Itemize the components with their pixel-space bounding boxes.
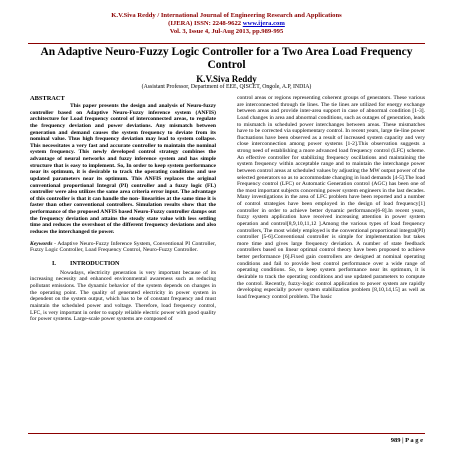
section-title: INTRODUCTION: [70, 259, 120, 267]
journal-url-link[interactable]: www.ijera.com: [242, 20, 285, 27]
paper-title: An Adaptive Neuro-Fuzzy Logic Controller for a Two Area Load Frequency Control: [40, 46, 413, 71]
keywords-text: - Adaptive Neuro-Fuzzy Inference System, Conventional PI Controller, Fuzzy Logic Controller, Load Frequency Control, Neuro-Fuzzy Controller.: [30, 240, 216, 254]
abstract-heading: ABSTRACT: [30, 95, 65, 102]
journal-issn: (IJERA) ISSN: 2248-9622: [168, 20, 243, 27]
keywords-paragraph: [30, 241, 216, 254]
author-affiliation: (Assistant Professor, Department of EEE, QISCET, Ongole, A.P, INDIA): [141, 84, 312, 90]
footer-divider: [28, 433, 425, 434]
journal-name: K.V.Siva Reddy / International Journal of Engineering Research and Applications: [111, 12, 342, 19]
journal-header: [0, 12, 453, 36]
paper-author: K.V.Siva Reddy: [196, 74, 257, 84]
journal-volume: Vol. 3, Issue 4, Jul-Aug 2013, pp.989-995: [169, 28, 284, 35]
introduction-continued: control areas or regions representing coherent groups of generators. These various are interconnected through tie lines. The tie lines are utilized for energy exchange between areas and provide inter-area support in case of abnormal condition [1-3]. Load changes in area and abnormal conditions, such as outages of generation, leads to mismatch in scheduled power interchanges between areas. These mismatches have to be corrected via supplementary control. In recent years, large tie-line power fluctuations have been observed as a result of increased system capacity and very close interconnection among power systems [1-2].This observation suggests a strong need of establishing a more advanced load frequency control (LFC) scheme. An effective controller for stabilizing frequency oscillations and maintaining the system frequency within acceptable range and to maintain the interchange power between control areas at scheduled values by adjusting the MW output power of the selected generators so as to accommodate changing in load demands [4-5].The load Frequency control (LFC) or Automatic Generation control (AGC) has been one of the most important subjects concerning power system engineers in the last decades. Many investigations in the area of LFC problem have been reported and a number of control strategies have been employed in the design of load frequency[1] controller in order to achieve better dynamic performance[6-8].In recent years, fuzzy system application have received increasing attention in power system operation and control[8,9,10,11,12 ].Among the various types of load frequency controllers, The most widely employed is the conventional proportional integral(PI) controller [5-6].Conventional controller is simple for implementation but takes more time and gives large frequency deviation. A number of state feedback controllers based on linear optimal control theory have been proposed to achieve better performance [6].Fixed gain controllers are designed at nominal operating conditions and fail to provide best control performance over a wide range of operating conditions. So, to keep system performance near its optimum, it is desirable to track the operating conditions and use updated parameters to compute the control. Recently, fuzzy-logic control application to power system are rapidly developing especially power system stabilization problem [8,10,14,15] as well as load frequency control problem. The basic: [237, 95, 425, 300]
right-column: [237, 95, 425, 430]
keywords-label: Keywords: [30, 240, 53, 247]
header-divider: [28, 43, 425, 44]
section-heading-introduction: [52, 260, 216, 268]
left-column: [30, 95, 216, 430]
abstract-body: This paper presents the design and analysis of Neuro-fuzzy controller based on Adaptive Neuro-Fuzzy inference system (ANFIS) architecture for Load frequency control of interconnected areas, to regulate the frequency deviation and power deviations. Any mismatch between generation and demand causes the system frequency to deviate from its nominal value. Thus high frequency deviation may lead to system collapse. This necessitates a very fast and accurate controller to maintain the nominal system frequency. This newly developed control strategy combines the advantage of neural networks and fuzzy inference system and has simple structure that is easy to implement. So, In order to keep system performance near its optimum, it is desirable to track the operating conditions and use updated parameters near its optimum. This ANFIS replaces the original conventional proportional Integral (PI) controller and a fuzzy logic (FL) controller were also utilizes the same area criteria error input. The advantage of this controller is that it can handle the non- linearities at the same time it is faster than other conventional controllers. Simulation results show that the performance of the proposed ANFIS based Neuro-Fuzzy controller damps out the frequency deviation and attains the steady state value with less settling time and reduces the overshoot of the different frequency deviations and also reduces the interchanged tie power.: [30, 103, 216, 235]
section-number: I.: [52, 259, 56, 267]
introduction-body: Nowadays, electricity generation is very important because of its increasing necessity and enhanced environmental awareness such as reducing pollutant emissions. The dynamic behavior of the system depends on changes in the operating point. The quality of generated electricity in power system in dependent on the system output, which has to be of constant frequency and must maintain the scheduled power and voltage. Therefore, load frequency control, LFC, is very important in order to supply reliable electric power with good quality for power systems. Large-scale power systems are composed of: [30, 269, 216, 323]
page-number: 989 | P a g e: [390, 437, 423, 444]
journal-issn-line: [0, 20, 453, 28]
